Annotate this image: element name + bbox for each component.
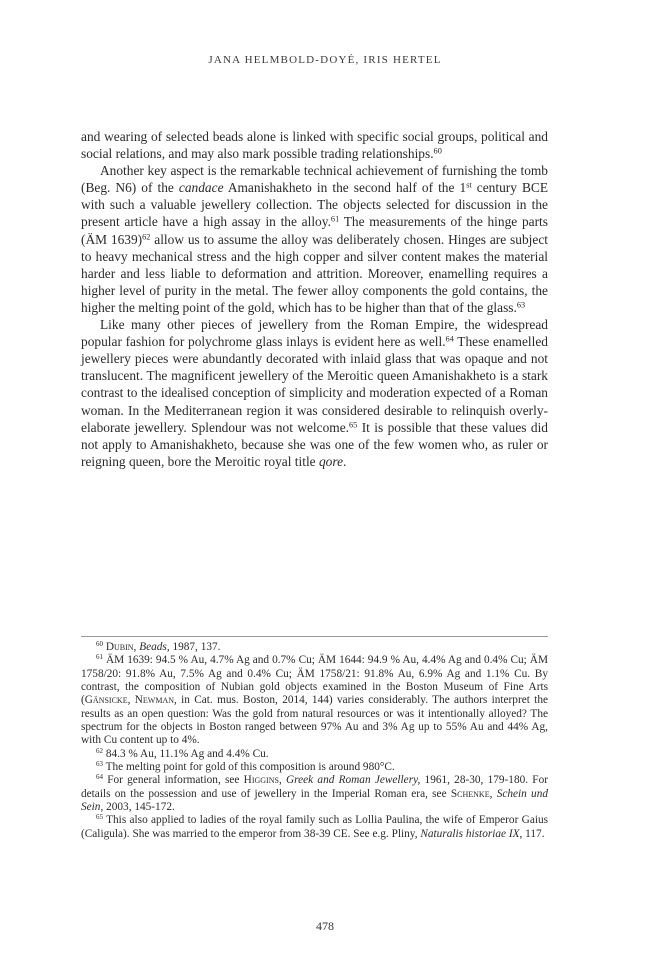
- footnote-63: $^{63}$ The melting point for gold of this composition is around 980°C.: [96, 760, 395, 774]
- paragraph-1: and wearing of selected beads alone is linked with specific social groups, political and social relations, and may also mark possible trading relationships.$^{60}$: [81, 129, 548, 162]
- footnotes: [81, 641, 548, 841]
- paragraph-2: Another key aspect is the remarkable technical achievement of furnishing the tomb (Beg. N6) of the candace Amanishakheto in the second half of the 1st century BCE with such a valuable jewellery collection. The objects selected for discussion in the present article have a high assay in the alloy.$^{61}$ The measurements of the hinge parts (ÄM 1639)$^{62}$ allow us to assume the alloy was deliberately chosen. Hinges are subject to heavy mechanical stress and the high copper and silver content makes the material harder and less liable to deformation and attrition. Moreover, enamelling requires a higher level of purity in the metal. The fewer alloy components the gold contains, the higher the melting point of the gold, which has to be higher than that of the glass.$^{63}$: [81, 163, 549, 315]
- footnote-61: $^{61}$ ÄM 1639: 94.5 % Au, 4.7% Ag and 0.7% Cu; ÄM 1644: 94.9 % Au, 4.4% Ag and 0.4% Cu; ÄM 1758/20: 91.8% Au, 7.5% Ag and 0.4% Cu; ÄM 1758/21: 91.8% Au, 6.9% Ag and 1.1% Cu. By contrast, the composition of Nubian gold objects examined in the Boston Museum of Fine Arts (Gänsicke, Newman, in Cat. mus. Boston, 2014, 144) varies considerably. The authors interpret the results as an open question: Was the gold from natural resources or was it intentionally alloyed? The spectrum for the objects in Boston ranged between 97% Au and 3% Ag up to 55% Au and 44% Ag, with Cu content up to 4%.: [81, 653, 548, 747]
- running-head: JANA HELMBOLD-DOYÉ, IRIS HERTEL: [208, 54, 442, 66]
- footnote-ref-63[interactable]: 63: [516, 300, 526, 310]
- paragraph-3: Like many other pieces of jewellery from the Roman Empire, the widespread popular fashion for polychrome glass inlays is evident here as well.$^{64}$ These enamelled jewellery pieces were abundantly decorated with inlaid glass that was opaque and not translucent. The magnificent jewellery of the Meroitic queen Amanishakheto is a stark contrast to the idealised conception of simplicity and moderation expected of a Roman woman. In the Mediterranean region it was considered desirable to relinquish overly-elaborate jewellery. Splendour was not welcome.$^{65}$ It is possible that these values did not apply to Amanishakheto, because she was one of the few women who, as ruler or reigning queen, bore the Meroitic royal title qore.: [81, 317, 548, 469]
- footnote-divider: [81, 636, 548, 637]
- footnote-ref-60[interactable]: 60: [433, 146, 442, 156]
- footnote-64: $^{64}$ For general information, see Higgins, Greek and Roman Jewellery, 1961, 28-30, 179-180. For details on the possession and use of jewellery in the Imperial Roman era, see Schenke, Schein und Sein, 2003, 145-172.: [81, 773, 549, 814]
- footnote-ref-64[interactable]: 64: [445, 334, 454, 344]
- main-text: [81, 128, 548, 470]
- footnote-65: $^{65}$ This also applied to ladies of the royal family such as Lollia Paulina, the wife of Emperor Gaius (Caligula). She was married to the emperor from 38-39 CE. See e.g. Pliny, Naturalis historiae IX, 117.: [81, 813, 549, 840]
- footnote-ref-65[interactable]: 65: [349, 420, 358, 430]
- footnote-60: $^{60}$ Dubin, Beads, 1987, 137.: [96, 640, 221, 653]
- footnote-ref-61[interactable]: 61: [330, 214, 340, 224]
- footnote-62: $^{62}$ 84.3 % Au, 11.1% Ag and 4.4% Cu.: [96, 746, 269, 760]
- footnote-ref-62[interactable]: 62: [142, 232, 151, 241]
- page-number: 478: [316, 919, 334, 933]
